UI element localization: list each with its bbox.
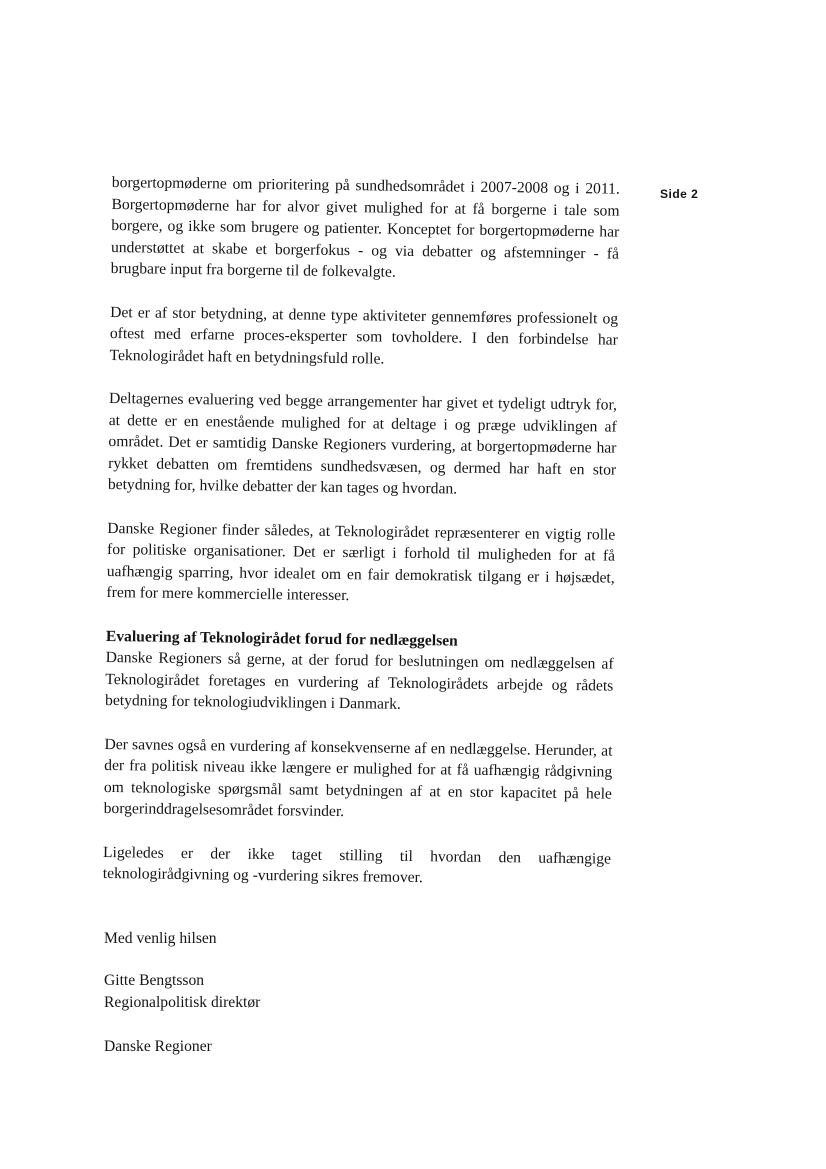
paragraph-future-advice: Ligeledes er der ikke taget stilling til hvordan den uafhængige teknologirådgivning og -vurdering sikres fremover.	[102, 843, 612, 887]
letter-body	[103, 172, 620, 891]
organization-block	[104, 1036, 212, 1058]
paragraph-evaluation-request: Danske Regioners så gerne, at der forud for beslutningen om nedlæggelsen af Teknologirådet foretages en vurdering af Teknologirådets arbejde og rådets betydning for teknologiudviklingen i Danmark.	[104, 648, 614, 713]
paragraph-professional-process: Det er af stor betydning, at denne type aktiviteter gennemføres professionelt og oftest med erfarne proces-eksperter som tovholdere. I den forbindelse har Teknologirådet haft en betydningsfuld rolle.	[109, 303, 619, 368]
section-heading: Evaluering af Teknologirådet forud for nedlæggelsen	[105, 627, 458, 650]
paragraph-participant-evaluation: Deltagernes evaluering ved begge arrangementer har givet et tydeligt udtryk for, at dette er en enestående mulighed for at deltage i og præge udviklingen af området. Det er samtidig Danske Regioners vurdering, at borgertopmøderne har rykket debatten om fremtidens sundhedsvæsen, og dermed har haft en stor betydning for, hvilke debatter der kan tages og hvordan.	[107, 389, 618, 498]
page-number-label: Side 2	[660, 187, 699, 201]
closing-greeting	[104, 928, 217, 950]
organization-name: Danske Regioner	[104, 1038, 212, 1055]
greeting-text: Med venlig hilsen	[104, 930, 217, 947]
signer-name: Gitte Bengtsson	[104, 972, 205, 989]
signature-block	[104, 970, 260, 1013]
paragraph-important-role: Danske Regioner finder således, at Teknologirådet repræsenterer en vigtig rolle for politiske organisationer. Det er særligt i forhold til muligheden for at få uafhængig sparring, hvor idealet om en fair demokratisk tilgang er i højsædet, frem for mere kommercielle interesser.	[106, 519, 616, 605]
paragraph-borgertopmoder: borgertopmøderne om prioritering på sundhedsområdet i 2007-2008 og i 2011. Borgertopmøderne har for alvor givet mulighed for at få borgerne i tale som borgere, og ikke som brugere og patienter. Konceptet for borgertopmøderne har understøttet at skabe et borgerfokus - og via debatter og afstemninger - få brugbare input fra borgerne til de folkevalgte.	[110, 173, 620, 281]
signer-title: Regionalpolitisk direktør	[104, 993, 261, 1011]
paragraph-consequences: Der savnes også en vurdering af konsekvenserne af en nedlæggelse. Herunder, at der fra politisk niveau ikke længere er mulighed for at få uafhængig rådgivning om teknologiske spørgsmål samt betydningen af at en stor kapacitet på hele borgerinddragelsesområdet forsvinder.	[103, 735, 613, 821]
